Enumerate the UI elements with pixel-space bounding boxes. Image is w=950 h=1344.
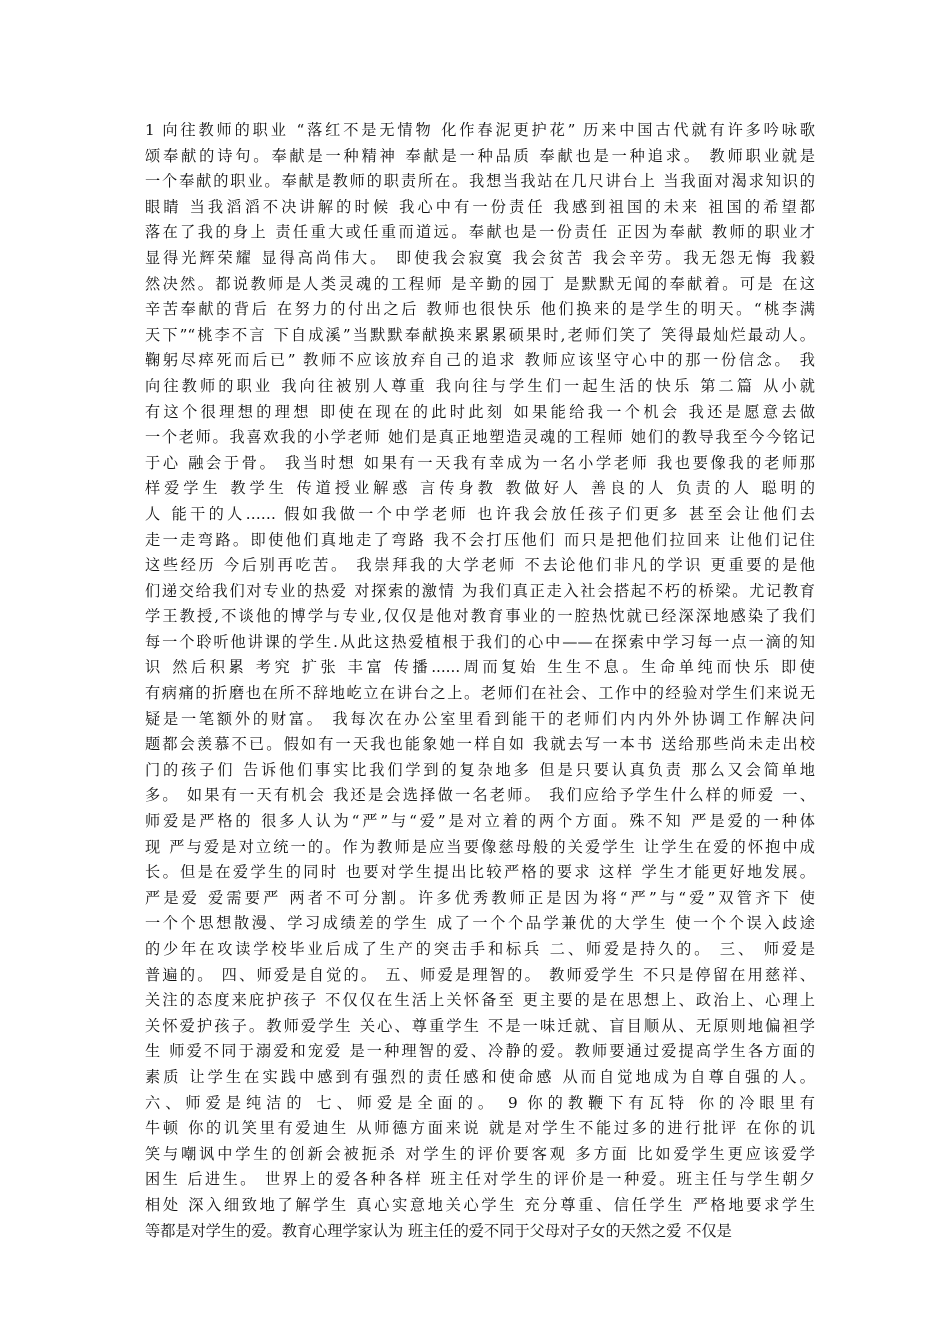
text-line: 一个老师。我喜欢我的小学老师 她们是真正地塑造灵魂的工程师 她们的教导我至今今铭记 (145, 428, 815, 447)
text-line: 人 能干的人…… 假如我做一个中学老师 也许我会放任孩子们更多 甚至会让他们去 (145, 504, 815, 523)
text-line: 样爱学生 教学生 传道授业解惑 言传身教 教做好人 善良的人 负责的人 聪明的 (145, 479, 815, 498)
text-line: 困生 后进生。 世界上的爱各种各样 班主任对学生的评价是一种爱。班主任与学生朝夕 (145, 1170, 815, 1189)
text-line: 的少年在攻读学校毕业后成了生产的突击手和标兵 二、师爱是持久的。 三、 师爱是 (145, 940, 815, 958)
text-line: 显得光辉荣耀 显得高尚伟大。 即使我会寂寞 我会贫苦 我会辛劳。我无怨无悔 我毅 (145, 248, 815, 267)
text-line: 颂奉献的诗句。奉献是一种精神 奉献是一种品质 奉献也是一种追求。 教师职业就是 (145, 146, 815, 165)
text-line: 门的孩子们 告诉他们事实比我们学到的复杂地多 但是只要认真负责 那么又会简单地 (145, 760, 815, 779)
text-line: 六、师爱是纯洁的 七、师爱是全面的。 9 你的教鞭下有瓦特 你的冷眼里有 (145, 1093, 815, 1112)
text-line: 长。但是在爱学生的同时 也要对学生提出比较严格的要求 这样 学生才能更好地发展。 (145, 863, 815, 882)
text-line: 然决然。都说教师是人类灵魂的工程师 是辛勤的园丁 是默默无闻的奉献着。可是 在这 (145, 274, 815, 293)
text-line: 牛顿 你的讥笑里有爱迪生 从师德方面来说 就是对学生不能过多的进行批评 在你的讥 (145, 1119, 815, 1138)
text-line: 生 师爱不同于溺爱和宠爱 是一种理智的爱、冷静的爱。教师要通过爱提高学生各方面的 (145, 1042, 815, 1061)
text-line: 有病痛的折磨也在所不辞地屹立在讲台之上。老师们在社会、工作中的经验对学生们来说无 (145, 684, 815, 703)
text-line: 关怀爱护孩子。教师爱学生 关心、尊重学生 不是一味迁就、盲目顺从、无原则地偏袒学 (145, 1016, 815, 1035)
text-line: 向往教师的职业 我向往被别人尊重 我向往与学生们一起生活的快乐 第二篇 从小就 (145, 376, 815, 395)
text-line: 这些经历 今后别再吃苦。 我崇拜我的大学老师 不去论他们非凡的学识 更重要的是他 (145, 556, 815, 575)
text-line: 每一个聆听他讲课的学生.从此这热爱植根于我们的心中——在探索中学习每一点一滴的知 (145, 632, 815, 651)
text-line: 笑与嘲讽中学生的创新会被扼杀 对学生的评价要客观 多方面 比如爱学生更应该爱学 (145, 1144, 815, 1163)
text-line: 现 严与爱是对立统一的。作为教师是应当要像慈母般的关爱学生 让学生在爱的怀抱中成 (145, 837, 815, 856)
text-line: 等都是对学生的爱。教育心理学家认为 班主任的爱不同于父母对子女的天然之爱 不仅是 (145, 1221, 732, 1240)
text-line: 鞠躬尽瘁死而后已” 教师不应该放弃自己的追求 教师应该坚守心中的那一份信念。 我 (145, 351, 815, 370)
text-line: 1 向往教师的职业 “落红不是无情物 化作春泥更护花” 历来中国古代就有许多吟咏歌 (145, 121, 815, 139)
text-line: 多。 如果有一天有机会 我还是会选择做一名老师。 我们应给予学生什么样的师爱 一、 (145, 786, 815, 805)
text-line: 相处 深入细致地了解学生 真心实意地关心学生 充分尊重、信任学生 严格地要求学生 (145, 1195, 815, 1214)
text-line: 普遍的。 四、师爱是自觉的。 五、师爱是理智的。 教师爱学生 不只是停留在用慈祥、 (145, 965, 815, 984)
text-line: 天下”“桃李不言 下自成溪”当默默奉献换来累累硕果时,老师们笑了 笑得最灿烂最动人。 (145, 325, 815, 344)
text-line: 学王教授,不谈他的博学与专业,仅仅是他对教育事业的一腔热忱就已经深深地感染了我们 (145, 607, 815, 626)
text-line: 素质 让学生在实践中感到有强烈的责任感和使命感 从而自觉地成为自尊自强的人。 (145, 1067, 815, 1086)
document-body-text (145, 118, 815, 1244)
text-line: 关注的态度来庇护孩子 不仅仅在生活上关怀备至 更主要的是在思想上、政治上、心理上 (145, 991, 815, 1010)
text-line: 一个个思想散漫、学习成绩差的学生 成了一个个品学兼优的大学生 使一个个误入歧途 (145, 914, 815, 933)
text-line: 们递交给我们对专业的热爱 对探索的激情 为我们真正走入社会搭起不朽的桥梁。尤记教育 (145, 581, 815, 600)
text-line: 眼睛 当我滔滔不决讲解的时候 我心中有一份责任 我感到祖国的未来 祖国的希望都 (145, 197, 815, 216)
text-line: 识 然后积累 考究 扩张 丰富 传播......周而复始 生生不息。生命单纯而快乐 即使 (145, 658, 815, 677)
text-line: 落在了我的身上 责任重大或任重而道远。奉献也是一份责任 正因为奉献 教师的职业才 (145, 223, 815, 242)
text-line: 有这个很理想的理想 即使在现在的此时此刻 如果能给我一个机会 我还是愿意去做 (145, 402, 815, 421)
text-line: 一个奉献的职业。奉献是教师的职责所在。我想当我站在几尺讲台上 当我面对渴求知识的 (145, 172, 815, 191)
text-line: 师爱是严格的 很多人认为“严”与“爱”是对立着的两个方面。殊不知 严是爱的一种体 (145, 812, 815, 831)
text-line: 严是爱 爱需要严 两者不可分割。许多优秀教师正是因为将“严”与“爱”双管齐下 使 (145, 888, 815, 907)
text-line: 于心 融会于骨。 我当时想 如果有一天我有幸成为一名小学老师 我也要像我的老师那 (145, 453, 815, 472)
text-line: 辛苦奉献的背后 在努力的付出之后 教师也很快乐 他们换来的是学生的明天。“桃李满 (145, 300, 815, 319)
text-line: 疑是一笔额外的财富。 我每次在办公室里看到能干的老师们内内外外协调工作解决问 (145, 709, 815, 728)
text-line: 走一走弯路。即使他们真地走了弯路 我不会打压他们 而只是把他们拉回来 让他们记住 (145, 530, 815, 549)
text-line: 题都会羡慕不已。假如有一天我也能象她一样自如 我就去写一本书 送给那些尚未走出校 (145, 735, 815, 754)
